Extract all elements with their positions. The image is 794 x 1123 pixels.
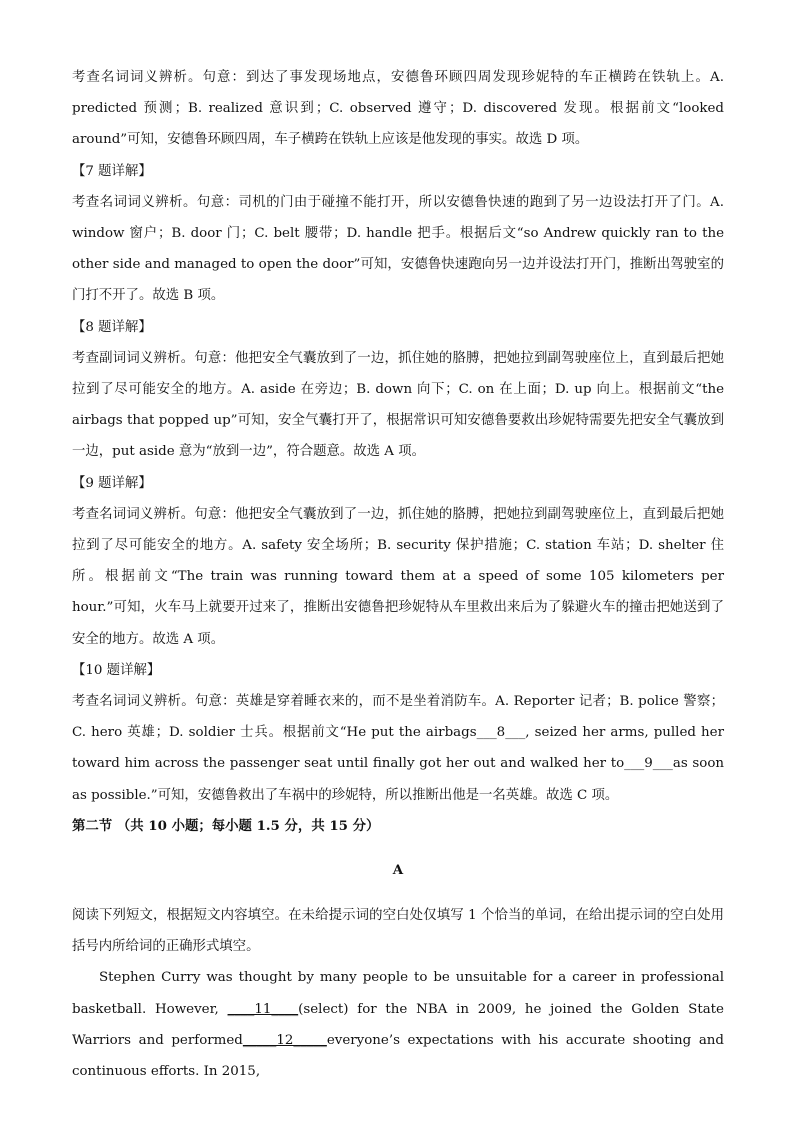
q10-text-mid: , seized her arms, pulled her toward him across the passenger seat until finally got her out and walked her to [72,725,724,772]
passage-text [72,962,724,1087]
q10-heading: 【10 题详解】 [72,662,161,678]
q10-explanation [72,686,724,811]
q10-blank-8: ___8___ [476,725,526,741]
passage-mid2: everyone’s expectations with his accurate shooting and continuous efforts. In 2015, [72,1032,724,1080]
instructions: 阅读下列短文，根据短文内容填空。在未给提示词的空白处仅填写 1 个恰当的单词，在给出提示词的空白处用括号内所给词的正确形式填空。 [72,908,724,955]
q9-explanation: 考查名词词义辨析。句意：他把安全气囊放到了一边，抓住她的胳膊，把她拉到副驾驶座位上，直到最后把她拉到了尽可能安全的地方。A. safety 安全场所；B. security 保护措施；C. station 车站；D. shelter 住所。根据前文“The train was running toward them at a speed of some 105 kilometers per hour.”可知，火车马上就要开过来了，推断出安德鲁把珍妮特从车里救出来后为了躲避火车的撞击把她送到了安全的地方。故选 A 项。 [72,506,724,647]
passage-mid1: (select) for the NBA in 2009, he joined the Golden State Warriors and performed [72,1001,724,1048]
blank-12: _____12_____ [242,1032,327,1048]
q10-text-post: as soon as possible.”可知，安德鲁救出了车祸中的珍妮特，所以推断出他是一名英雄。故选 C 项。 [72,756,725,803]
passage-pre: Stephen Curry was thought by many people to be unsuitable for a career in professional basketball. However, [72,970,724,1017]
passage-label: A [392,862,404,879]
q7-explanation: 考查名词词义辨析。句意：司机的门由于碰撞不能打开，所以安德鲁快速的跑到了另一边设法打开了门。A. window 窗户；B. door 门；C. belt 腰带；D. handle 把手。根据后文“so Andrew quickly ran to the other side and managed to open the door”可知，安德鲁快速跑向另一边并设法打开门，推断出驾驶室的门打不开了。故选 B 项。 [72,194,724,304]
section-2-title: 第二节 （共 10 小题；每小题 1.5 分，共 15 分） [72,817,380,834]
q6-explanation: 考查名词词义辨析。句意：到达了事发现场地点，安德鲁环顾四周发现珍妮特的车正横跨在铁轨上。A. predicted 预测；B. realized 意识到；C. observed 遵守；D. discovered 发现。根据前文“looked around”可知，安德鲁环顾四周，车子横跨在铁轨上应该是他发现的事实。故选 D 项。 [72,70,724,148]
q8-explanation: 考查副词词义辨析。句意：他把安全气囊放到了一边，抓住她的胳膊，把她拉到副驾驶座位上，直到最后把她拉到了尽可能安全的地方。A. aside 在旁边；B. down 向下；C. on 在上面；D. up 向上。根据前文“the airbags that popped up”可知，安全气囊打开了，根据常识可知安德鲁要救出珍妮特需要先把安全气囊放到一边，put aside 意为“放到一边”，符合题意。故选 A 项。 [72,350,724,460]
q10-text-pre: 考查名词词义辨析。句意：英雄是穿着睡衣来的，而不是坐着消防车。A. Reporter 记者；B. police 警察；C. hero 英雄；D. soldier 士兵。根据前文“He put the airbags [72,694,724,741]
document-page [72,62,724,1087]
q7-heading: 【7 题详解】 [72,163,152,179]
q9-heading: 【9 题详解】 [72,475,152,491]
q8-heading: 【8 题详解】 [72,319,152,335]
blank-11: ____11____ [227,1001,299,1017]
q10-blank-9: ___9___ [624,756,673,772]
